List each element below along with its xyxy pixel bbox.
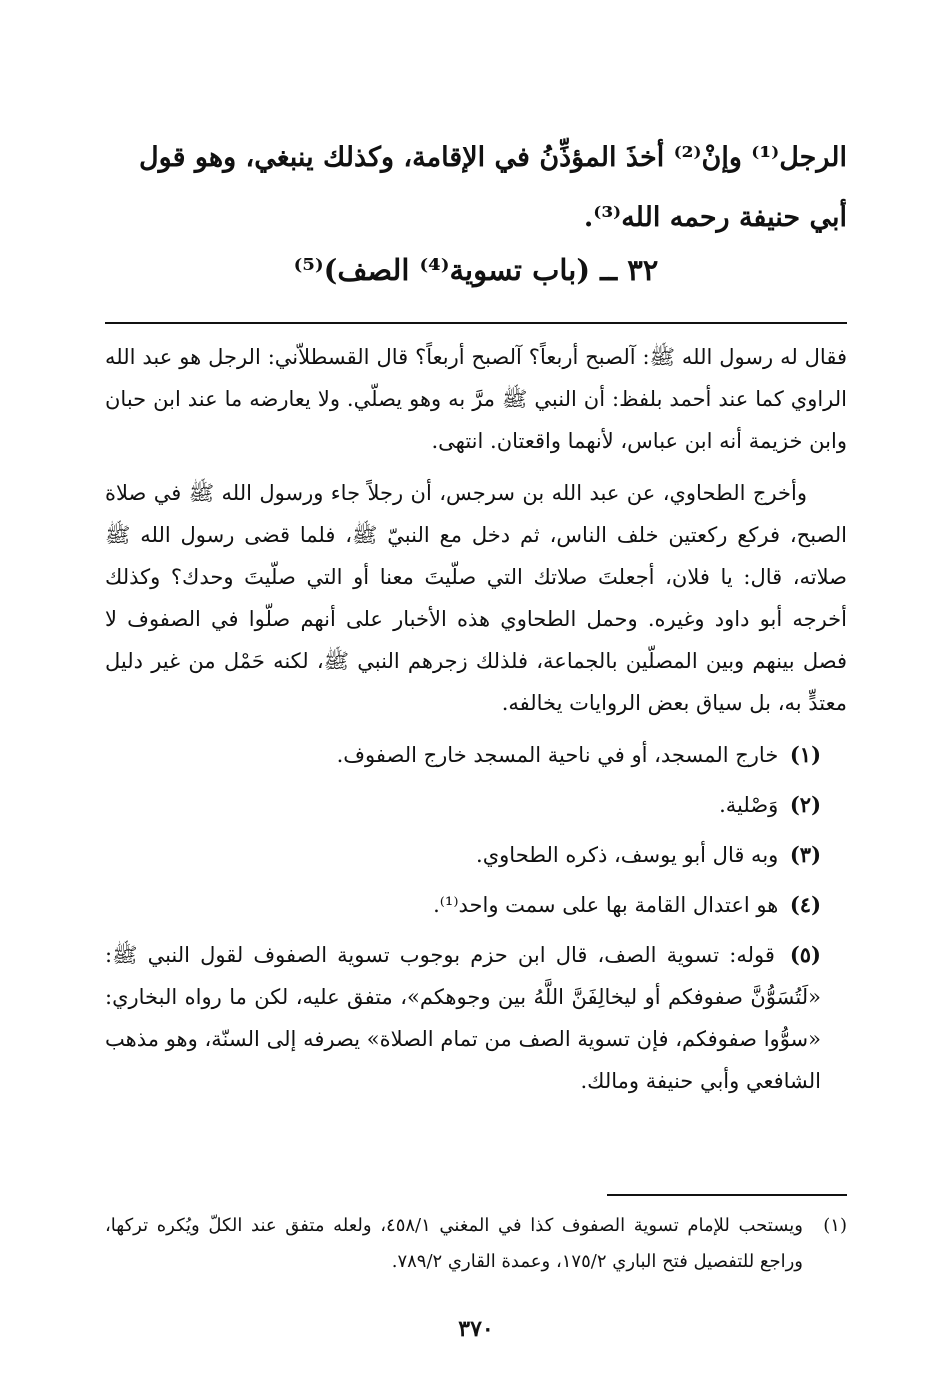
main-text-line-2: أبي حنيفة رحمه الله⁽³⁾. (583, 202, 847, 233)
note-number: (١) (789, 742, 821, 767)
main-text-line-1: الرجل⁽¹⁾ وإنْ⁽²⁾ أخذَ المؤذِّنُ في الإقامة، وكذلك ينبغي، وهو قول (139, 142, 847, 173)
note-number: (٣) (789, 842, 821, 867)
footnote-divider (607, 1194, 847, 1196)
note-text: وبه قال أبو يوسف، ذكره الطحاوي. (476, 843, 779, 867)
footnote-text: ويستحب للإمام تسوية الصفوف كذا في المغني ٤٥٨/١، ولعله متفق عند الكلّ ويُكره تركها، وراجع للتفصيل فتح الباري ١٧٥/٢، وعمدة القاري ٧٨٩/٢. (105, 1215, 803, 1272)
note-number: (٢) (789, 792, 821, 817)
commentary-divider (105, 322, 847, 324)
note-number: (٤) (789, 892, 821, 917)
commentary-note (105, 884, 847, 926)
commentary-note (105, 834, 847, 876)
commentary-notes (105, 734, 847, 1102)
commentary-paragraph-1: فقال له رسول الله ﷺ: آلصبح أربعاً؟ آلصبح أربعاً؟ قال القسطلاّني: الرجل هو عبد الله الراوي كما عند أحمد بلفظ: أن النبي ﷺ مرَّ به وهو يصلّي. ولا يعارضه ما عند ابن حبان وابن خزيمة أنه ابن عباس، لأنهما واقعتان. انتهى. (105, 345, 847, 453)
note-text: هو اعتدال القامة بها على سمت واحد⁽¹⁾. (433, 893, 779, 917)
note-number: (٥) (789, 942, 821, 967)
main-text (105, 128, 847, 248)
footnote-number: (١) (823, 1215, 847, 1236)
page-number: ٣٧٠ (458, 1316, 494, 1342)
note-text: قوله: تسوية الصف، قال ابن حزم بوجوب تسوية الصفوف لقول النبي ﷺ: «لَتُسَوُّنَّ صفوفكم أو ليخالِفَنَّ اللَّهُ بين وجوهكم»، متفق عليه، لكن ما رواه البخاري: «سوُّوا صفوفكم، فإن تسوية الصف من تمام الصلاة» يصرفه إلى السنّة، وهو مذهب الشافعي وأبي حنيفة ومالك. (105, 943, 821, 1093)
commentary (105, 336, 847, 1110)
commentary-note (105, 934, 847, 1102)
commentary-note (105, 734, 847, 776)
book-page (105, 0, 847, 1396)
commentary-note (105, 784, 847, 826)
note-text: خارج المسجد، أو في ناحية المسجد خارج الصفوف. (336, 743, 779, 767)
note-text: وَصْلية. (719, 793, 779, 817)
chapter-title: ٣٢ ــ (باب تسوية⁽⁴⁾ الصف)⁽⁵⁾ (293, 253, 659, 287)
commentary-paragraph-2: وأخرج الطحاوي، عن عبد الله بن سرجس، أن رجلاً جاء ورسول الله ﷺ في صلاة الصبح، فركع ركعتين خلف الناس، ثم دخل مع النبيّ ﷺ، فلما قضى رسول الله ﷺ صلاته، قال: يا فلان، أجعلتَ صلاتك التي صلّيتَ معنا أو التي صلّيتَ وحدك؟ وكذلك أخرجه أبو داود وغيره. وحمل الطحاوي هذه الأخبار على أنهم صلّوا في الصفوف لا فصل بينهم وبين المصلّين بالجماعة، فلذلك زجرهم النبي ﷺ، لكنه حَمْل من غير دليل معتدٍّ به، بل سياق بعض الروايات يخالفه. (105, 481, 847, 715)
footnote (105, 1208, 847, 1280)
